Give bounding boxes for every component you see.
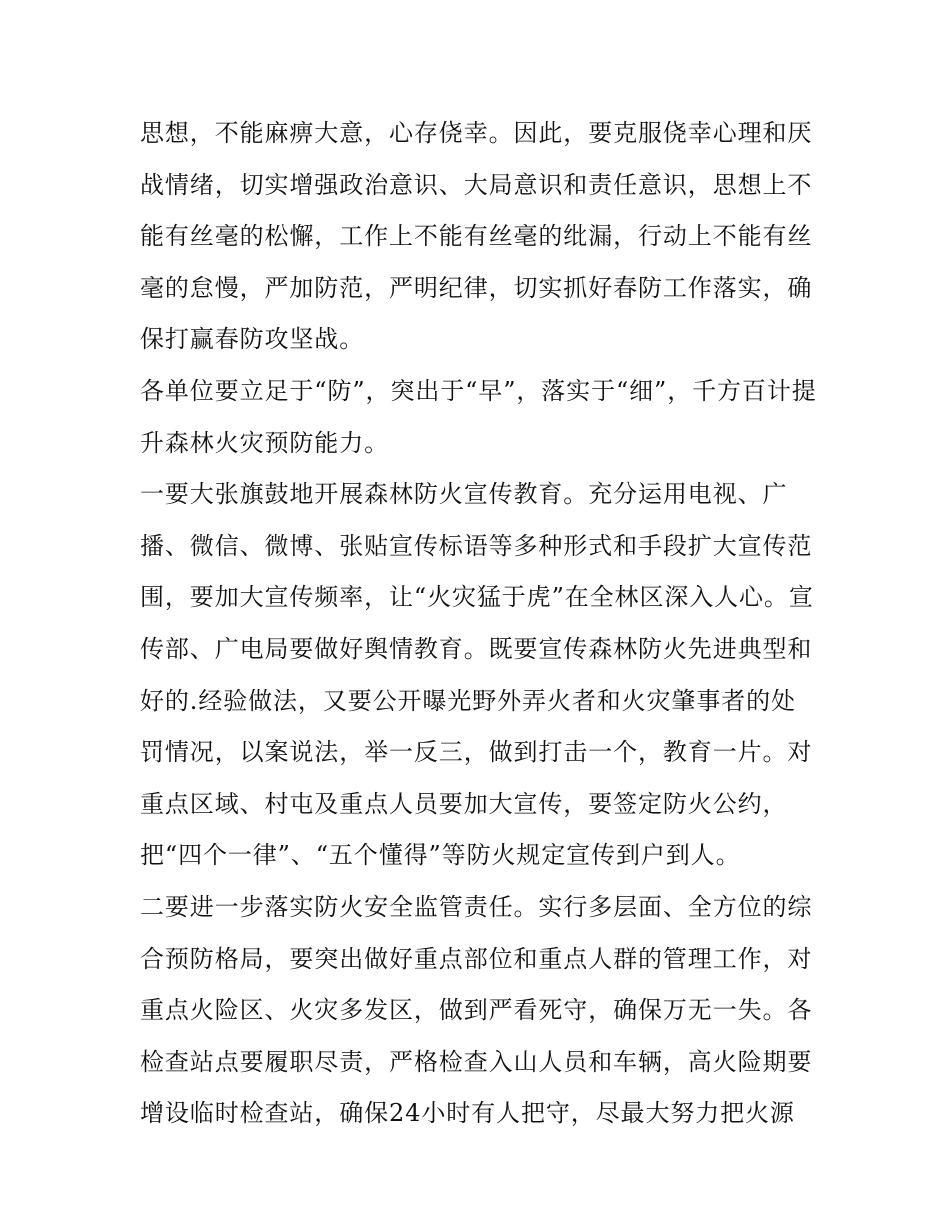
text-line-12: 好的.经验做法，又要公开曝光野外弄火者和火灾肇事者的处 bbox=[140, 686, 796, 715]
text-line-1: 思想，不能麻痹大意，心存侥幸。因此，要克服侥幸心理和厌 bbox=[140, 119, 813, 147]
text-line-19: 检查站点要履职尽责，严格检查入山人员和车辆，高火险期要 bbox=[140, 1047, 813, 1076]
text-line-15: 把“四个一律”、“五个懂得”等防火规定宣传到户到人。 bbox=[140, 841, 741, 870]
text-line-8: 一要大张旗鼓地开展森林防火宣传教育。充分运用电视、广 bbox=[140, 480, 788, 509]
body-text bbox=[140, 108, 820, 1140]
text-line-18: 重点火险区、火灾多发区，做到严看死守，确保万无一失。各 bbox=[140, 996, 813, 1025]
text-line-4: 毫的怠慢，严加防范，严明纪律，切实抓好春防工作落实，确 bbox=[140, 273, 813, 302]
text-line-5: 保打赢春防攻坚战。 bbox=[140, 325, 365, 354]
text-line-3: 能有丝毫的松懈，工作上不能有丝毫的纰漏，行动上不能有丝 bbox=[140, 222, 813, 251]
text-line-6: 各单位要立足于“防”，突出于“早”，落实于“细”，千方百计提 bbox=[140, 376, 817, 405]
text-line-11: 传部、广电局要做好舆情教育。既要宣传森林防火先进典型和 bbox=[140, 634, 813, 663]
text-line-20: 增设临时检查站，确保24小时有人把守，尽最大努力把火源 bbox=[140, 1099, 795, 1128]
text-line-13: 罚情况，以案说法，举一反三，做到打击一个，教育一片。对 bbox=[140, 738, 813, 767]
text-line-14: 重点区域、村屯及重点人员要加大宣传，要签定防火公约， bbox=[140, 789, 788, 818]
text-line-7: 升森林火灾预防能力。 bbox=[140, 428, 389, 457]
text-line-16: 二要进一步落实防火安全监管责任。实行多层面、全方位的综 bbox=[140, 892, 813, 921]
text-line-2: 战情绪，切实增强政治意识、大局意识和责任意识，思想上不 bbox=[140, 170, 813, 199]
text-line-9: 播、微信、微博、张贴宣传标语等多种形式和手段扩大宣传范 bbox=[140, 531, 813, 560]
text-line-17: 合预防格局，要突出做好重点部位和重点人群的管理工作，对 bbox=[140, 944, 813, 973]
text-line-10: 围，要加大宣传频率，让“火灾猛于虎”在全林区深入人心。宣 bbox=[140, 583, 814, 612]
